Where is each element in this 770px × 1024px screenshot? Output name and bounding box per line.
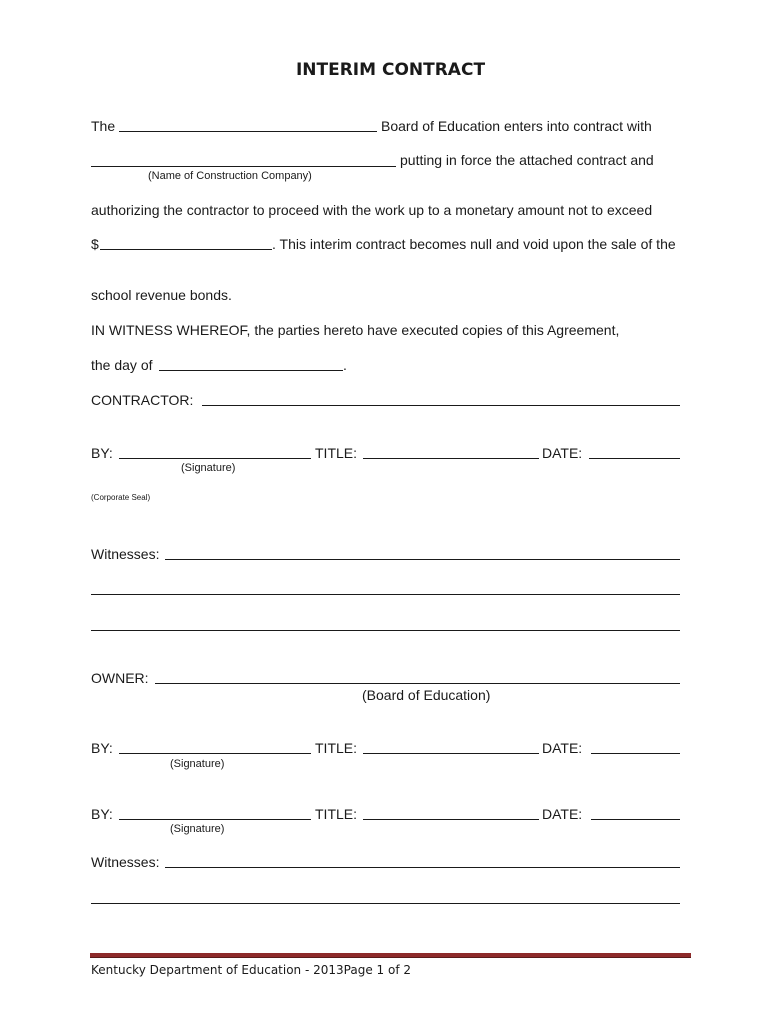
para-line3: authorizing the contractor to proceed with the work up to a monetary amount not to exceed (91, 202, 653, 218)
owner-date-blank-2 (591, 819, 680, 820)
para-line4-suffix: . This interim contract becomes null and void upon the sale of the (272, 236, 676, 252)
footer-text: Kentucky Department of Education - 2013Page 1 of 2 (91, 963, 411, 977)
owner-signature-blank-2 (119, 819, 311, 820)
contractor-title-blank (363, 458, 539, 459)
owner-witness-blank-1 (165, 867, 680, 868)
contractor-witness-blank-2 (91, 594, 680, 595)
contractor-label: CONTRACTOR: (91, 392, 194, 408)
owner-title-label-1: TITLE: (315, 740, 358, 756)
document-title: INTERIM CONTRACT (295, 60, 486, 80)
day-blank (159, 370, 343, 371)
contractor-witness-blank-3 (91, 630, 680, 631)
contractor-witnesses-label: Witnesses: (91, 546, 160, 562)
owner-label: OWNER: (91, 670, 149, 686)
company-name-blank (91, 166, 396, 167)
contractor-signature-caption: (Signature) (181, 462, 236, 474)
owner-blank (155, 683, 680, 684)
contractor-blank (202, 405, 680, 406)
contractor-date-label: DATE: (542, 445, 583, 461)
owner-date-blank-1 (591, 753, 680, 754)
owner-title-label-2: TITLE: (315, 806, 358, 822)
para-line1-suffix: Board of Education enters into contract with (381, 118, 652, 134)
owner-date-label-2: DATE: (542, 806, 583, 822)
footer-divider (90, 953, 691, 958)
contractor-date-blank (589, 458, 680, 459)
owner-date-label-1: DATE: (542, 740, 583, 756)
owner-witnesses-label: Witnesses: (91, 854, 160, 870)
para-line4-prefix: $ (91, 236, 99, 252)
owner-title-blank-1 (363, 753, 539, 754)
day-suffix: . (343, 357, 347, 373)
company-name-caption: (Name of Construction Company) (148, 170, 312, 182)
owner-signature-blank-1 (119, 753, 311, 754)
owner-by-label-2: BY: (91, 806, 113, 822)
owner-witness-blank-2 (91, 903, 680, 904)
para-line1-prefix: The (91, 118, 116, 134)
corporate-seal-caption: (Corporate Seal) (91, 493, 151, 502)
para-line2-suffix: putting in force the attached contract and (400, 152, 654, 168)
owner-signature-caption-2: (Signature) (170, 823, 225, 835)
contractor-by-label: BY: (91, 445, 113, 461)
owner-by-label-1: BY: (91, 740, 113, 756)
amount-blank (100, 249, 272, 250)
para-line5: school revenue bonds. (91, 287, 232, 303)
owner-title-blank-2 (363, 819, 539, 820)
witness-clause: IN WITNESS WHEREOF, the parties hereto have executed copies of this Agreement, (91, 322, 620, 338)
contractor-signature-blank (119, 458, 311, 459)
board-caption: (Board of Education) (362, 687, 491, 703)
contractor-title-label: TITLE: (315, 445, 358, 461)
day-prefix: the day of (91, 357, 153, 373)
owner-signature-caption-1: (Signature) (170, 758, 225, 770)
contractor-witness-blank-1 (165, 559, 680, 560)
board-name-blank (119, 131, 377, 132)
